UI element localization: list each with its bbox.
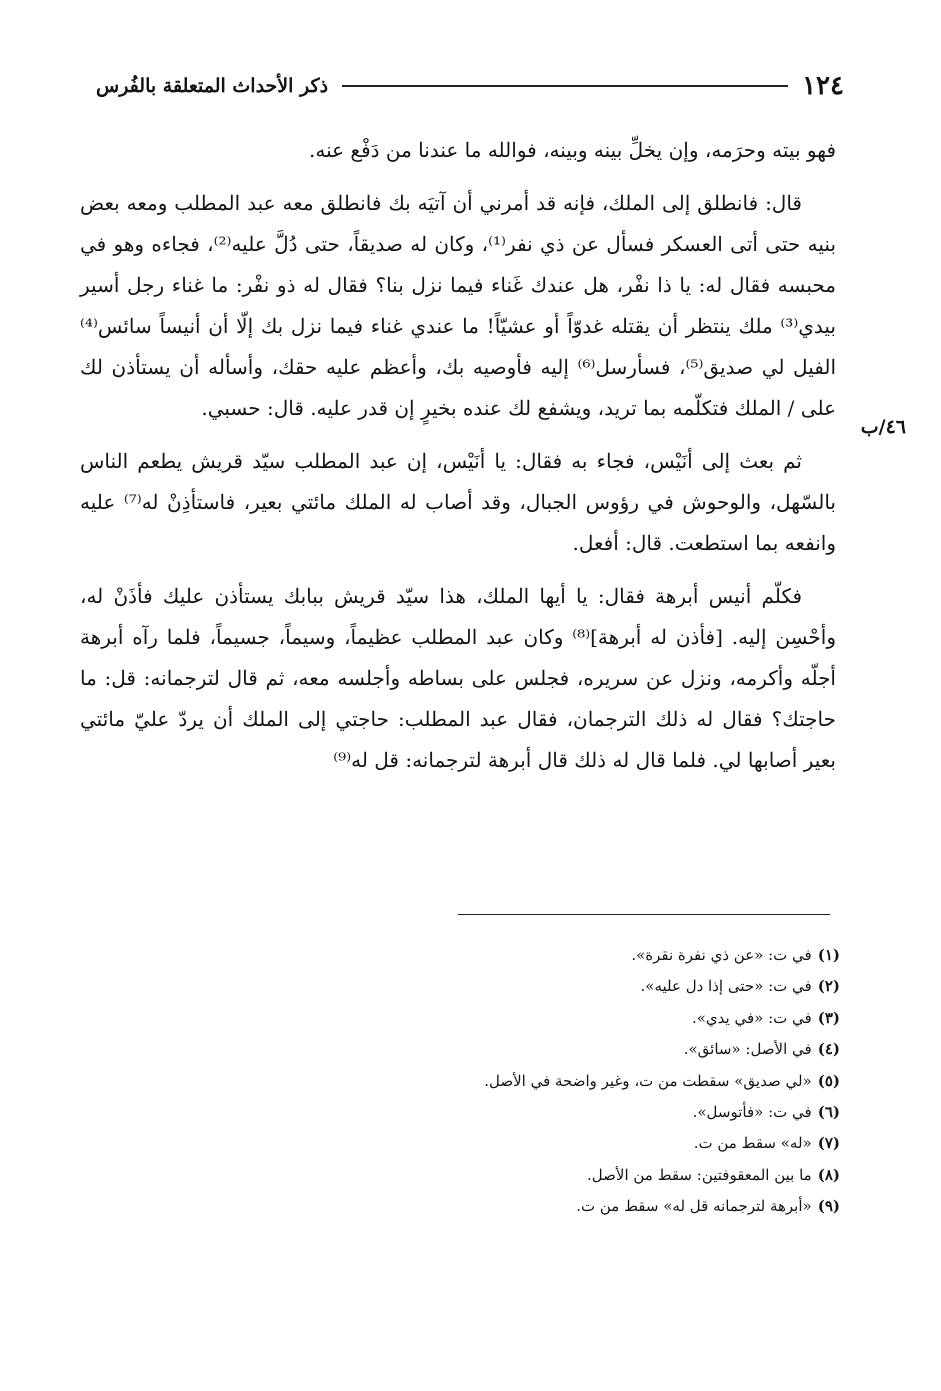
footnote-text: «أبرهة لترجمانه قل له» سقط من ت. xyxy=(576,1197,812,1216)
footnote-number: (٤) xyxy=(817,1040,840,1059)
footnote-text: في ت: «فأتوسل». xyxy=(692,1103,812,1122)
footnote-number: (٨) xyxy=(817,1165,840,1184)
footnote-number: (٦) xyxy=(817,1103,840,1122)
footnote xyxy=(280,1128,840,1159)
footnote-text: «لي صديق» سقطت من ت، وغير واضحة في الأصل. xyxy=(484,1071,812,1090)
footnote xyxy=(280,940,840,971)
footnote xyxy=(280,1191,840,1222)
paragraph: ثم بعث إلى أنَيْس، فجاء به فقال: يا أنَيْس، إن عبد المطلب سيّد قريش يطعم الناس بالسّهل، والوحوش في رؤوس الجبال، وقد أصاب له الملك مائتي بعير، فاستأذِنْ له⁽⁷⁾ عليه وانفعه بما استطعت. قال: أفعل. xyxy=(80,449,836,555)
footnote-number: (٢) xyxy=(817,977,840,996)
footnote xyxy=(280,1160,840,1191)
footnote-number: (١) xyxy=(817,946,840,964)
manuscript-folio-marker: ٤٦/ب xyxy=(860,416,906,438)
running-title: ذكر الأحداث المتعلقة بالفُرس xyxy=(96,75,329,97)
footnote xyxy=(280,971,840,1002)
footnote-text: في ت: «عن ذي نفرة نقرة». xyxy=(631,946,812,964)
footnote-number: (٣) xyxy=(817,1008,840,1027)
page-header xyxy=(96,66,844,106)
footnote-number: (٩) xyxy=(817,1197,840,1216)
footnote-number: (٥) xyxy=(817,1071,840,1090)
footnote xyxy=(280,1003,840,1034)
footnote xyxy=(280,1066,840,1097)
footnotes xyxy=(280,940,840,1223)
footnote xyxy=(280,1097,840,1128)
footnote-text: «له» سقط من ت. xyxy=(693,1134,812,1153)
footnote-text: في الأصل: «سائق». xyxy=(683,1040,812,1059)
footnote-text: ما بين المعقوفتين: سقط من الأصل. xyxy=(587,1165,812,1184)
main-text xyxy=(80,130,836,793)
footnote-text: في ت: «حتى إذا دل عليه». xyxy=(640,977,812,996)
footnote-number: (٧) xyxy=(817,1134,840,1153)
paragraph: فكلّم أنيس أبرهة فقال: يا أيها الملك، هذا سيّد قريش ببابك يستأذن عليك فأذَنْ له، وأحْسِن إليه. [فأذن له أبرهة]⁽⁸⁾ وكان عبد المطلب عظيماً، وسيماً، جسيماً، فلما رآه أبرهة أجلّه وأكرمه، ونزل عن سريره، فجلس على بساطه وأجلسه معه، ثم قال لترجمانه: قل: ما حاجتك؟ فقال له ذلك الترجمان، فقال عبد المطلب: حاجتي إلى الملك أن يردّ عليّ مائتي بعير أصابها لي. فلما قال له ذلك قال أبرهة لترجمانه: قل له⁽⁹⁾ xyxy=(80,584,836,772)
header-rule xyxy=(342,85,788,87)
paragraph: قال: فانطلق إلى الملك، فإنه قد أمرني أن آتيَه بك فانطلق معه عبد المطلب ومعه بعض بنيه حتى أتى العسكر فسأل عن ذي نفر⁽¹⁾، وكان له صديقاً، حتى دُلَّ عليه⁽²⁾، فجاءه وهو في محبسه فقال له: يا ذا نفْر، هل عندك غَناء فيما نزل بنا؟ فقال له ذو نفْر: ما غناء رجل أسير بيدي⁽³⁾ ملك ينتظر أن يقتله غدوّاً أو عشيّاً! ما عندي غناء فيما نزل بك إلّا أن أنيساً سائس⁽⁴⁾ الفيل لي صديق⁽⁵⁾، فسأرسل⁽⁶⁾ إليه فأوصيه بك، وأعظم عليه حقك، وأسأله أن يستأذن لك على / الملك فتكلّمه بما تريد، ويشفع لك عنده بخيرٍ إن قدر عليه. قال: حسبي. xyxy=(80,191,837,420)
footnote-separator xyxy=(458,914,830,915)
paragraph: فهو بيته وحرَمه، وإن يخلِّ بينه وبينه، فوالله ما عندنا من دَفْع عنه. xyxy=(309,138,836,162)
page-number: ١٢٤ xyxy=(802,71,844,101)
footnote-text: في ت: «في يدي». xyxy=(691,1008,812,1027)
footnote xyxy=(280,1034,840,1065)
